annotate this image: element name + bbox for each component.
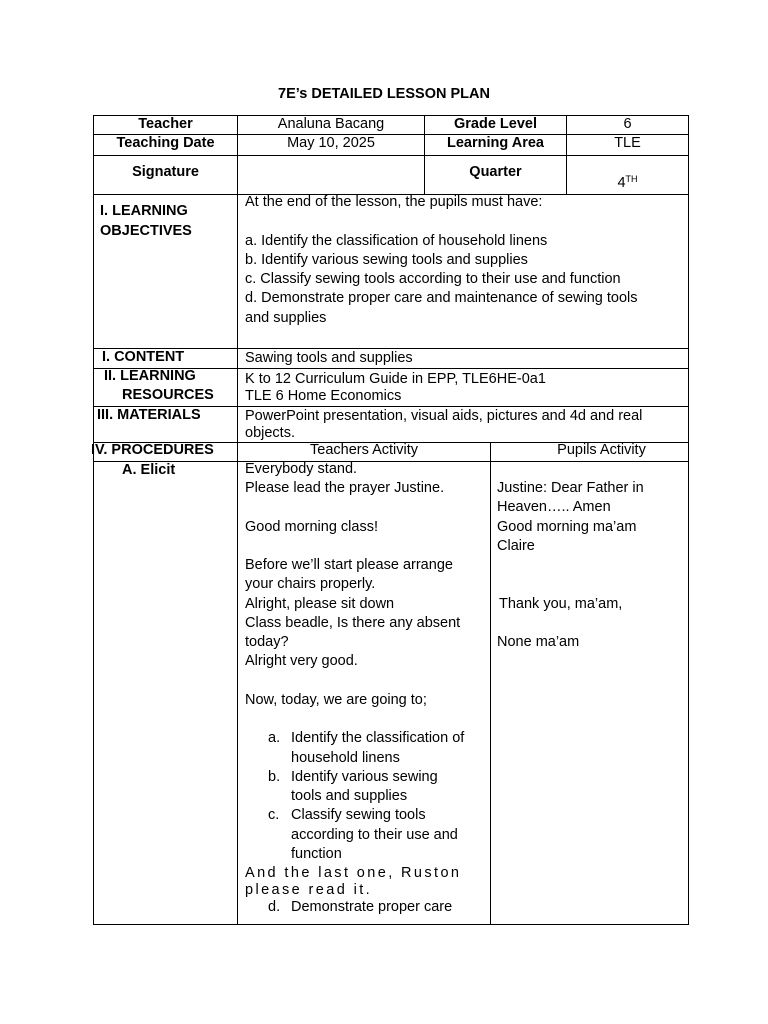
list-item-marker: c. [268, 807, 280, 823]
content-label: I. CONTENT [102, 349, 185, 365]
objective-item-a: a. Identify the classification of household linens [245, 233, 548, 249]
teacher-line: Before we’ll start please arrange [245, 557, 453, 573]
list-item: function [291, 846, 342, 862]
procedures-label: IV. PROCEDURES [91, 442, 214, 458]
teacher-line: your chairs properly. [245, 576, 376, 592]
pupils-activity-header: Pupils Activity [557, 442, 646, 458]
teacher-line: Alright very good. [245, 653, 358, 669]
learning-area-label: Learning Area [447, 135, 544, 151]
pupil-line: None ma’am [497, 634, 580, 650]
quarter-number: 4 [617, 175, 626, 191]
grade-level-value: 6 [623, 116, 632, 132]
list-item: household linens [291, 750, 400, 766]
quarter-value [566, 170, 689, 194]
pupil-line: Good morning ma’am [497, 519, 637, 535]
teacher-label: Teacher [138, 116, 193, 132]
teacher-line: Good morning class! [245, 519, 378, 535]
objectives-label-line1: I. LEARNING [100, 203, 188, 219]
objective-item-d: d. Demonstrate proper care and maintenance of sewing tools [245, 290, 638, 306]
pupil-line: Heaven….. Amen [497, 499, 611, 515]
resources-label-line2: RESOURCES [122, 387, 214, 403]
objectives-intro: At the end of the lesson, the pupils must have: [245, 194, 543, 210]
teacher-line: Everybody stand. [245, 461, 358, 477]
document-title: 7E’s DETAILED LESSON PLAN [278, 86, 490, 102]
list-item: according to their use and [291, 827, 458, 843]
content-value: Sawing tools and supplies [245, 350, 413, 366]
list-item-marker: d. [268, 899, 281, 915]
resources-value-line2: TLE 6 Home Economics [245, 388, 402, 404]
teacher-name: Analuna Bacang [277, 116, 385, 132]
objective-item-b: b. Identify various sewing tools and supplies [245, 252, 528, 268]
teaching-date-value: May 10, 2025 [287, 135, 375, 151]
teacher-line: Alright, please sit down [245, 596, 395, 612]
materials-value-line1: PowerPoint presentation, visual aids, pictures and 4d and real [245, 408, 643, 424]
grade-level-label: Grade Level [453, 116, 537, 132]
objective-item-c: c. Classify sewing tools according to their use and function [245, 271, 621, 287]
quarter-suffix: TH [625, 174, 638, 184]
list-item: Identify various sewing [291, 769, 438, 785]
materials-label: III. MATERIALS [97, 407, 201, 423]
teacher-line: please read it. [245, 882, 373, 898]
elicit-step-label: A. Elicit [122, 462, 176, 478]
signature-value-cell [237, 155, 425, 195]
list-item-marker: b. [268, 769, 281, 785]
list-item: Identify the classification of [291, 730, 465, 746]
teaching-date-label: Teaching Date [116, 135, 215, 151]
objectives-label-line2: OBJECTIVES [100, 223, 192, 239]
teacher-line: today? [245, 634, 289, 650]
quarter-label: Quarter [469, 164, 522, 180]
teacher-line: And the last one, Ruston [245, 865, 462, 881]
resources-value-line1: K to 12 Curriculum Guide in EPP, TLE6HE-0a1 [245, 371, 546, 387]
teacher-line: Now, today, we are going to; [245, 692, 427, 708]
objective-item-d-cont: and supplies [245, 310, 327, 326]
list-item-marker: a. [268, 730, 281, 746]
list-item: Demonstrate proper care [291, 899, 453, 915]
resources-label-line1: II. LEARNING [104, 368, 196, 384]
teacher-line: Please lead the prayer Justine. [245, 480, 445, 496]
list-item: Classify sewing tools [291, 807, 426, 823]
teachers-activity-header: Teachers Activity [310, 442, 418, 458]
pupil-line: Thank you, ma’am, [499, 596, 623, 612]
signature-label: Signature [132, 164, 199, 180]
list-item: tools and supplies [291, 788, 408, 804]
pupil-line: Claire [497, 538, 535, 554]
materials-value-line2: objects. [245, 425, 295, 441]
learning-area-value: TLE [614, 135, 641, 151]
step-label-cell [93, 461, 238, 925]
pupil-line: Justine: Dear Father in [497, 480, 644, 496]
teacher-line: Class beadle, Is there any absent [245, 615, 461, 631]
